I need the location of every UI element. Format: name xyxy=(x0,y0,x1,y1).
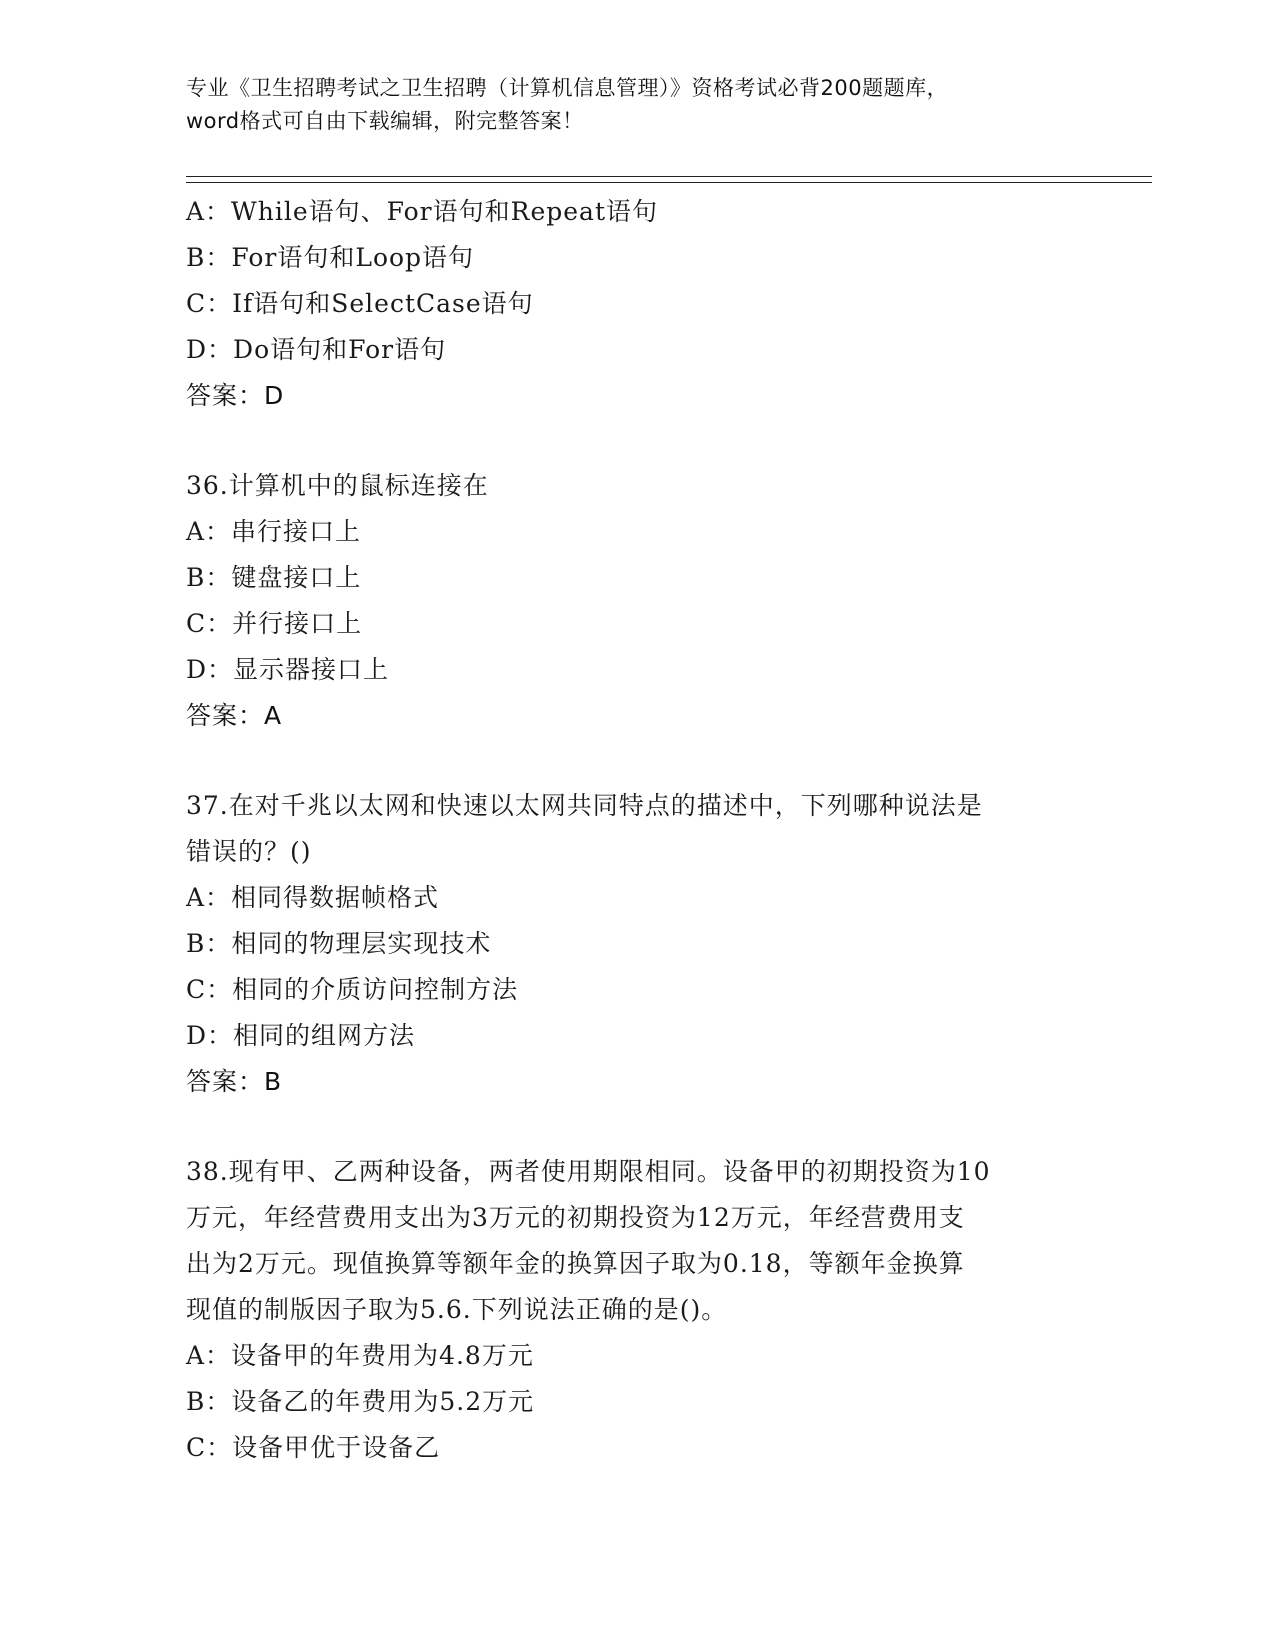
question-37 xyxy=(186,783,1086,1105)
q38-option-a: A：设备甲的年费用为4.8万元 xyxy=(186,1341,534,1370)
q36-option-d: D：显示器接口上 xyxy=(186,655,390,684)
question-36 xyxy=(186,463,1086,739)
q35-option-c: C：If语句和SelectCase语句 xyxy=(186,289,534,318)
q37-stem-line-1: 37.在对千兆以太网和快速以太网共同特点的描述中，下列哪种说法是 xyxy=(186,791,983,820)
question-35 xyxy=(186,189,1086,419)
q38-stem-line-3: 出为2万元。现值换算等额年金的换算因子取为0.18，等额年金换算 xyxy=(186,1249,965,1278)
q36-option-a: A：串行接口上 xyxy=(186,517,362,546)
q35-option-a: A：While语句、For语句和Repeat语句 xyxy=(186,197,658,226)
spacer xyxy=(186,1105,1086,1149)
header-divider-bottom xyxy=(186,182,1152,183)
q35-option-b: B：For语句和Loop语句 xyxy=(186,243,475,272)
q35-option-d: D：Do语句和For语句 xyxy=(186,335,447,364)
q36-option-b: B：键盘接口上 xyxy=(186,563,362,592)
q37-option-b: B：相同的物理层实现技术 xyxy=(186,929,492,958)
spacer xyxy=(186,739,1086,783)
q36-option-c: C：并行接口上 xyxy=(186,609,363,638)
q38-option-b: B：设备乙的年费用为5.2万元 xyxy=(186,1387,535,1416)
q37-option-d: D：相同的组网方法 xyxy=(186,1021,416,1050)
q37-option-c: C：相同的介质访问控制方法 xyxy=(186,975,519,1004)
q38-stem-line-1: 38.现有甲、乙两种设备，两者使用期限相同。设备甲的初期投资为10 xyxy=(186,1157,991,1186)
q36-stem: 36.计算机中的鼠标连接在 xyxy=(186,471,489,500)
q38-option-c: C：设备甲优于设备乙 xyxy=(186,1433,441,1462)
q37-answer: 答案：B xyxy=(186,1067,283,1096)
q35-answer: 答案：D xyxy=(186,381,285,410)
q38-stem-line-2: 万元，年经营费用支出为3万元的初期投资为12万元，年经营费用支 xyxy=(186,1203,965,1232)
q36-answer: 答案：A xyxy=(186,701,283,730)
question-38 xyxy=(186,1149,1086,1471)
question-list xyxy=(186,189,1086,1471)
header-divider-top xyxy=(186,176,1152,177)
header-title-line-1: 专业《卫生招聘考试之卫生招聘（计算机信息管理）》资格考试必背200题题库， xyxy=(186,76,949,100)
spacer xyxy=(186,419,1086,463)
document-header xyxy=(186,72,1086,138)
q37-stem-line-2: 错误的？() xyxy=(186,837,312,866)
q37-option-a: A：相同得数据帧格式 xyxy=(186,883,440,912)
header-title-line-2: word格式可自由下载编辑，附完整答案！ xyxy=(186,109,584,133)
q38-stem-line-4: 现值的制版因子取为5.6.下列说法正确的是()。 xyxy=(186,1295,728,1324)
